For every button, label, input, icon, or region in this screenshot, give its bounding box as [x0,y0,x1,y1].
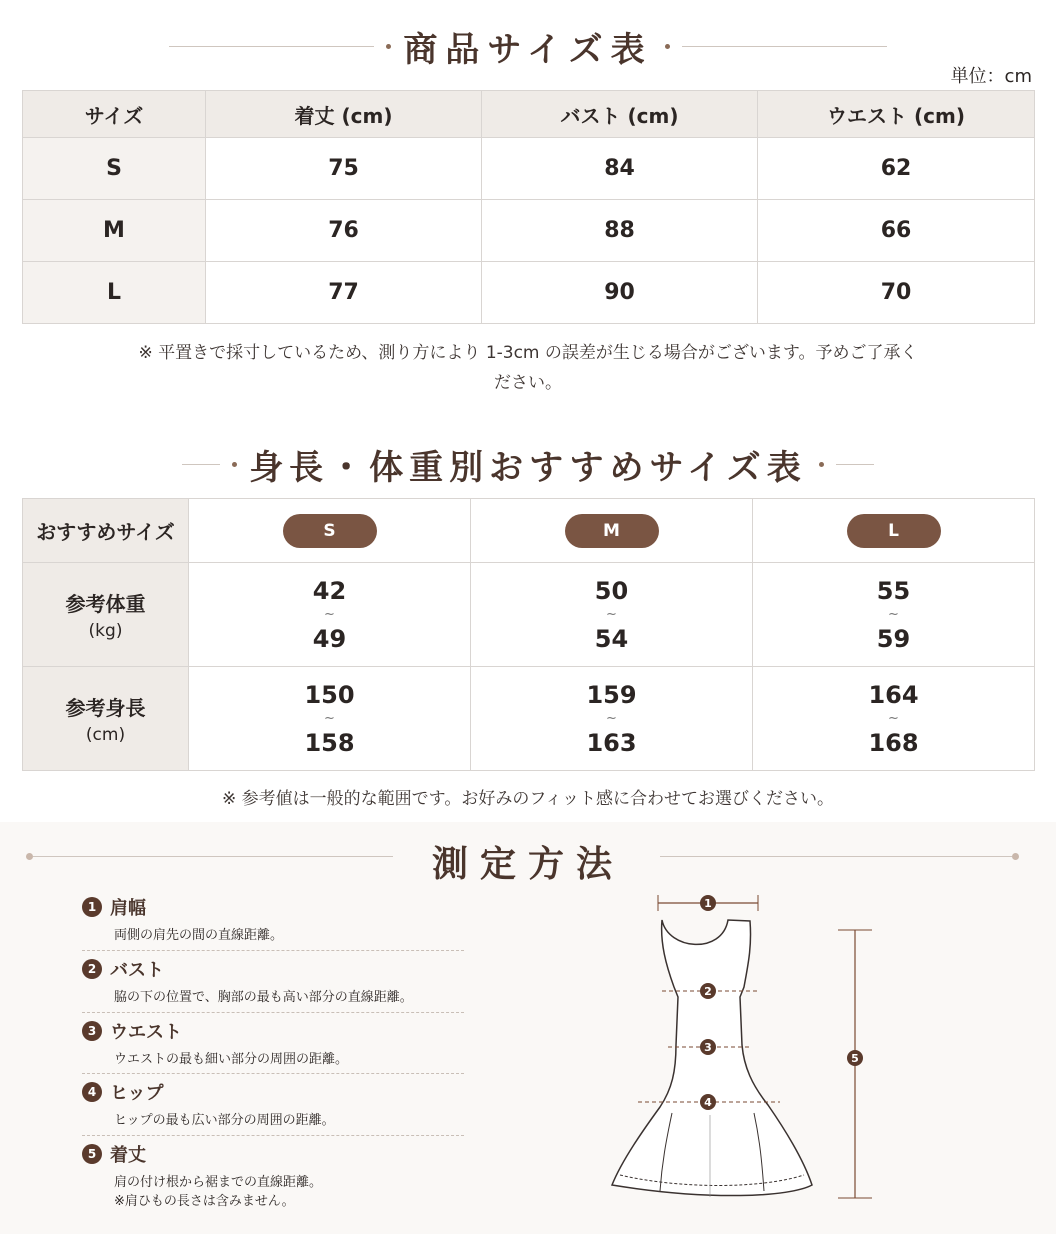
title-divider [169,46,374,47]
table-header-cell: バスト (cm) [482,91,758,138]
measure-item-shoulder [82,894,464,945]
range-tilde: ~ [888,606,899,622]
title-dot [665,44,670,49]
table-row [23,499,1035,563]
range-from: 50 [594,576,629,605]
measure-title: 測定方法 [431,843,624,885]
measure-item-bust [82,956,464,1007]
size-cell: L [23,262,206,324]
measure-item-name: バスト [110,960,164,981]
range-from: 42 [312,576,347,605]
number-badge: 4 [82,1082,102,1102]
range-tilde: ~ [324,710,335,726]
dress-outline-icon [612,920,812,1197]
height-range-l [753,667,1035,771]
table-cell: 84 [482,138,758,200]
diagram-label-4: 4 [704,1096,712,1109]
recommend-table [22,498,1035,771]
range-to: 54 [594,624,629,653]
measure-item-waist [82,1018,464,1069]
recommend-title-row [0,442,1056,486]
title-divider [682,46,887,47]
range-to: 168 [868,728,919,757]
measure-item-desc: ヒップの最も広い部分の周囲の距離。 [114,1113,335,1128]
size-chart-title: 商品サイズ表 [403,29,653,70]
table-cell: 88 [482,200,758,262]
diagram-label-3: 3 [704,1041,712,1054]
measure-item-name: 肩幅 [110,898,146,919]
table-cell: 75 [206,138,482,200]
table-header-cell: ウエスト (cm) [758,91,1035,138]
size-chart-note [22,338,1034,398]
measure-item-length [82,1141,464,1211]
height-range-s [189,667,471,771]
range-tilde: ~ [606,710,617,726]
size-pill-s: S [283,514,377,548]
weight-range-m [471,563,753,667]
size-pill-l: L [847,514,941,548]
recommend-note: ※ 参考値は一般的な範囲です。お好みのフィット感に合わせてお選びください。 [222,789,834,809]
table-cell: 66 [758,200,1035,262]
table-row [23,138,1035,200]
table-header-cell: 着丈 (cm) [206,91,482,138]
height-range-m [471,667,753,771]
range-tilde: ~ [324,606,335,622]
weight-label-cell [23,563,189,667]
table-row [23,563,1035,667]
title-dot [232,462,237,467]
table-row [23,200,1035,262]
range-from: 159 [586,680,637,709]
measure-item-desc [114,1173,464,1211]
unit-label: 単位：cm [950,66,1032,87]
title-divider [836,464,874,465]
range-to: 163 [586,728,637,757]
range-tilde: ~ [606,606,617,622]
range-from: 164 [868,680,919,709]
range-tilde: ~ [888,710,899,726]
table-cell [471,499,753,563]
range-to: 158 [304,728,355,757]
weight-unit: (kg) [88,621,123,641]
range-from: 150 [304,680,355,709]
range-from: 55 [876,576,911,605]
size-cell: S [23,138,206,200]
table-cell: 62 [758,138,1035,200]
recommend-title: 身長・体重別おすすめサイズ表 [249,447,807,488]
dress-diagram [590,885,890,1215]
size-pill-m: M [565,514,659,548]
desc-line: ※肩ひもの長さは含みません。 [114,1194,295,1209]
note-line: ※ 平置きで採寸しているため、測り方により 1-3cm の誤差が生じる場合がございます。予めご了承く [138,343,918,363]
table-cell: 90 [482,262,758,324]
desc-line: 肩の付け根から裾までの直線距離。 [114,1175,323,1190]
measure-item-name: 着丈 [110,1145,146,1166]
table-header-row [23,91,1035,138]
measure-item-name: ウエスト [110,1022,182,1043]
table-cell [189,499,471,563]
diagram-label-2: 2 [704,985,712,998]
weight-label: 参考体重 [65,592,146,616]
number-badge: 1 [82,897,102,917]
table-cell [753,499,1035,563]
height-label: 参考身長 [65,696,146,720]
size-cell: M [23,200,206,262]
size-chart-table [22,90,1035,324]
weight-range-s [189,563,471,667]
measure-item-desc: 両側の肩先の間の直線距離。 [114,928,284,943]
diagram-label-5: 5 [851,1052,859,1065]
recommend-size-label: おすすめサイズ [23,499,189,563]
height-label-cell [23,667,189,771]
table-row [23,667,1035,771]
table-cell: 70 [758,262,1035,324]
title-dot [386,44,391,49]
measure-item-hip [82,1079,464,1130]
table-header-cell: サイズ [23,91,206,138]
item-divider [82,950,464,951]
range-to: 49 [312,624,347,653]
title-divider [182,464,220,465]
number-badge: 2 [82,959,102,979]
table-cell: 77 [206,262,482,324]
number-badge: 3 [82,1021,102,1041]
note-line: ださい。 [494,373,562,393]
item-divider [82,1012,464,1013]
diagram-label-1: 1 [704,897,712,910]
size-chart-title-row [0,26,1056,70]
measure-item-name: ヒップ [110,1083,164,1104]
table-row [23,262,1035,324]
measure-item-desc: 脇の下の位置で、胸部の最も高い部分の直線距離。 [114,990,413,1005]
number-badge: 5 [82,1144,102,1164]
range-to: 59 [876,624,911,653]
measure-item-desc: ウエストの最も細い部分の周囲の距離。 [114,1052,349,1067]
measure-title-row [0,842,1056,885]
item-divider [82,1135,464,1136]
table-cell: 76 [206,200,482,262]
title-dot [819,462,824,467]
item-divider [82,1073,464,1074]
height-unit: (cm) [85,725,126,745]
weight-range-l [753,563,1035,667]
